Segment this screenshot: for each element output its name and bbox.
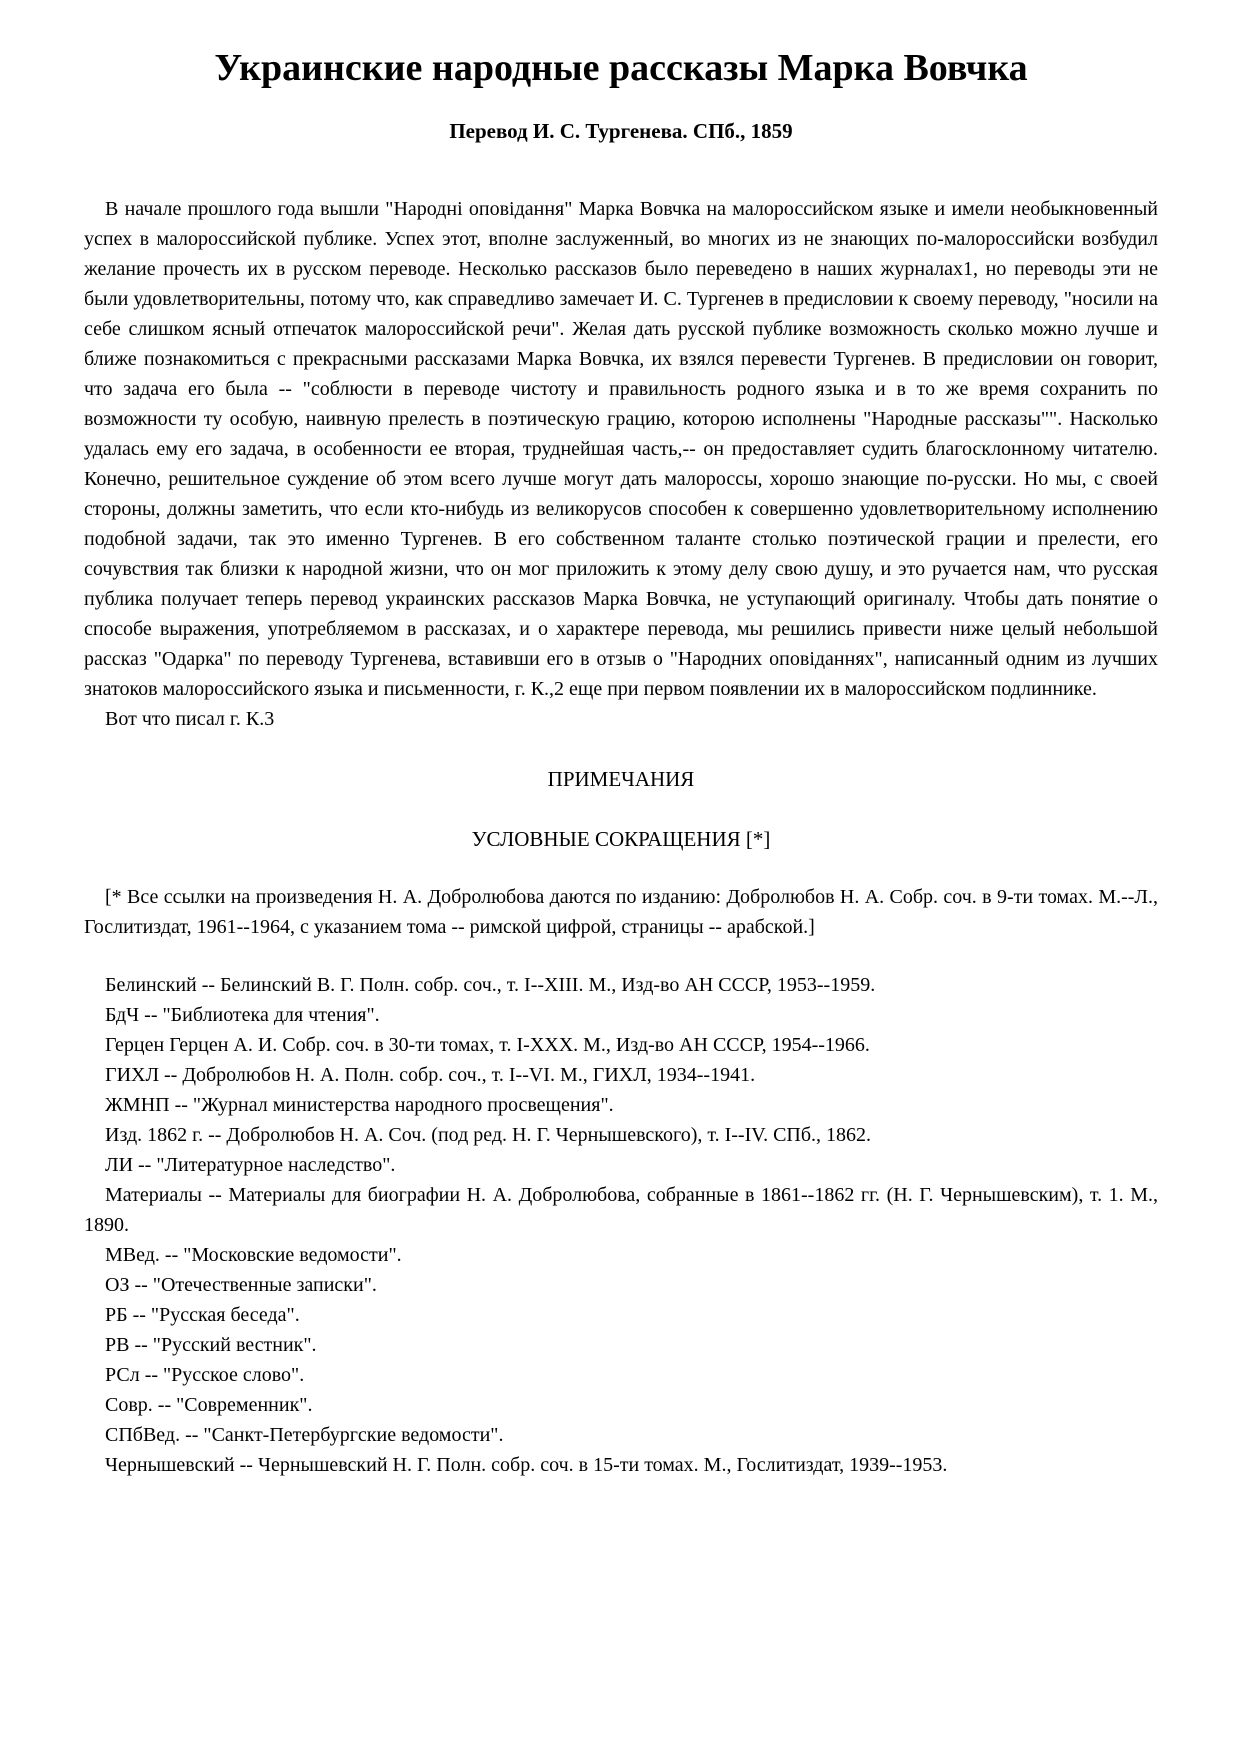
document-body: [84, 194, 1158, 1480]
abbreviations-note: [* Все ссылки на произведения Н. А. Добролюбова даются по изданию: Добролюбов Н. А. Собр. соч. в 9-ти томах. М.--Л., Гослитиздат, 1961--1964, с указанием тома -- римской цифрой, страницы -- арабской.]: [84, 886, 1158, 938]
abbreviation-item: ЛИ -- "Литературное наследство".: [105, 1154, 396, 1176]
abbreviation-item: Изд. 1862 г. -- Добролюбов Н. А. Соч. (под ред. Н. Г. Чернышевского), т. I--IV. СПб., 1862.: [105, 1124, 872, 1146]
abbreviation-item: БдЧ -- "Библиотека для чтения".: [105, 1004, 380, 1026]
abbreviation-item: Герцен Герцен А. И. Собр. соч. в 30-ти томах, т. I-XXX. М., Изд-во АН СССР, 1954--1966.: [105, 1034, 870, 1056]
abbreviations-list: [84, 970, 1158, 1480]
abbreviation-item: Совр. -- "Современник".: [105, 1394, 313, 1416]
notes-heading: ПРИМЕЧАНИЯ: [547, 767, 695, 791]
document-title: Украинские народные рассказы Марка Вовчка: [214, 47, 1028, 89]
abbreviation-item: Белинский -- Белинский В. Г. Полн. собр. соч., т. I--XIII. М., Изд-во АН СССР, 1953--1959.: [105, 974, 876, 996]
document-subtitle: Перевод И. С. Тургенева. СПб., 1859: [449, 119, 793, 143]
abbreviation-item: МВед. -- "Московские ведомости".: [105, 1244, 402, 1266]
abbreviation-item: ОЗ -- "Отечественные записки".: [105, 1274, 377, 1296]
abbreviation-item: ЖМНП -- "Журнал министерства народного просвещения".: [105, 1094, 614, 1116]
intro-paragraph: В начале прошлого года вышли "Народні оповідання" Марка Вовчка на малороссийском языке и имели необыкновенный успех в малороссийской публике. Успех этот, вполне заслуженный, во многих из не знающих по-малороссийски возбудил желание прочесть их в русском переводе. Несколько рассказов было переведено в наших журналах1, но переводы эти не были удовлетворительны, потому что, как справедливо замечает И. С. Тургенев в предисловии к своему переводу, "носили на себе слишком ясный отпечаток малороссийской речи". Желая дать русской публике возможность сколько можно лучше и ближе познакомиться с прекрасными рассказами Марка Вовчка, их взялся перевести Тургенев. В предисловии он говорит, что задача его была -- "соблюсти в переводе чистоту и правильность родного языка и в то же время сохранить по возможности ту особую, наивную прелесть в поэтическую грацию, которою исполнены "Народные рассказы"". Насколько удалась ему его задача, в особенности ее вторая, труднейшая часть,-- он предоставляет судить благосклонному читателю. Конечно, решительное суждение об этом всего лучше могут дать малороссы, хорошо знающие по-русски. Но мы, с своей стороны, должны заметить, что если кто-нибудь из великорусов способен к совершенно удовлетворительному исполнению подобной задачи, так это именно Тургенев. В его собственном таланте столько поэтической грации и прелести, его сочувствия так близки к народной жизни, что он мог приложить к этому делу свою душу, и это ручается нам, что русская публика получает теперь перевод украинских рассказов Марка Вовчка, не уступающий оригиналу. Чтобы дать понятие о способе выражения, употребляемом в рассказах, и о характере перевода, мы решились привести ниже целый небольшой рассказ "Одарка" по переводу Тургенева, вставивши его в отзыв о "Народних оповіданнях", написанный одним из лучших знатоков малороссийского языка и письменности, г. К.,2 еще при первом появлении их в малороссийском подлиннике.: [84, 198, 1158, 700]
abbreviation-item: РВ -- "Русский вестник".: [105, 1334, 317, 1356]
abbreviation-item: РБ -- "Русская беседа".: [105, 1304, 300, 1326]
abbreviation-item: РСл -- "Русское слово".: [105, 1364, 305, 1386]
abbreviation-item: ГИХЛ -- Добролюбов Н. А. Полн. собр. соч., т. I--VI. М., ГИХЛ, 1934--1941.: [105, 1064, 756, 1086]
abbreviation-item: Материалы -- Материалы для биографии Н. А. Добролюбова, собранные в 1861--1862 гг. (Н. Г. Чернышевским), т. 1. М., 1890.: [84, 1184, 1158, 1236]
abbreviation-item: Чернышевский -- Чернышевский Н. Г. Полн. собр. соч. в 15-ти томах. М., Гослитиздат, 1939--1953.: [105, 1454, 948, 1476]
followup-paragraph: Вот что писал г. К.3: [105, 708, 275, 730]
abbreviations-heading: УСЛОВНЫЕ СОКРАЩЕНИЯ [*]: [471, 827, 771, 851]
abbreviation-item: СПбВед. -- "Санкт-Петербургские ведомости".: [105, 1424, 504, 1446]
